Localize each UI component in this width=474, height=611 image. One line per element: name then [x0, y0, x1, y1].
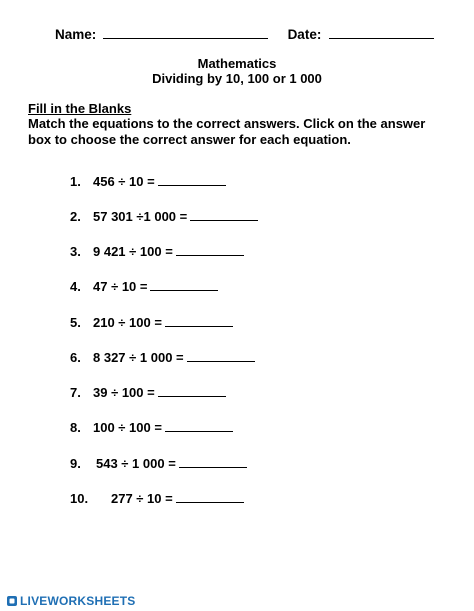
question-row	[70, 278, 218, 294]
question-expression: 9 421 ÷ 100 =	[93, 244, 173, 259]
question-number: 9.	[70, 456, 81, 471]
question-number: 6.	[70, 350, 81, 365]
question-expression: 39 ÷ 100 =	[93, 385, 155, 400]
name-blank	[103, 26, 268, 39]
question-expression: 210 ÷ 100 =	[93, 315, 162, 330]
question-expression: 456 ÷ 10 =	[93, 174, 155, 189]
answer-box[interactable]	[187, 349, 255, 362]
question-number: 3.	[70, 244, 81, 259]
question-number: 8.	[70, 420, 81, 435]
date-blank	[329, 26, 434, 39]
answer-box[interactable]	[165, 419, 233, 432]
question-row	[70, 314, 233, 330]
date-label: Date:	[287, 27, 322, 42]
question-expression: 57 301 ÷1 000 =	[93, 209, 188, 224]
question-expression: 277 ÷ 10 =	[111, 491, 173, 506]
liveworksheets-logo[interactable]	[6, 594, 135, 608]
question-expression: 47 ÷ 10 =	[93, 279, 148, 294]
name-label: Name:	[55, 27, 97, 42]
instructions-text: Match the equations to the correct answers. Click on the answer box to choose the correct answer for each equation.	[28, 116, 426, 147]
answer-box[interactable]	[190, 208, 258, 221]
question-row	[70, 384, 226, 400]
answer-box[interactable]	[158, 384, 226, 397]
question-expression: 100 ÷ 100 =	[93, 420, 162, 435]
question-number: 4.	[70, 279, 81, 294]
liveworksheets-logo-icon	[6, 595, 18, 607]
question-row	[70, 419, 233, 435]
topic-title: Dividing by 10, 100 or 1 000	[152, 71, 322, 86]
section-heading: Fill in the Blanks	[28, 101, 132, 116]
subject-title: Mathematics	[197, 56, 277, 71]
question-row	[70, 173, 226, 189]
question-row	[70, 490, 244, 506]
question-row	[70, 208, 258, 224]
question-expression: 543 ÷ 1 000 =	[96, 456, 176, 471]
answer-box[interactable]	[179, 455, 247, 468]
question-number: 7.	[70, 385, 81, 400]
question-number: 2.	[70, 209, 81, 224]
answer-box[interactable]	[176, 243, 244, 256]
question-number: 5.	[70, 315, 81, 330]
liveworksheets-brand-text: LIVEWORKSHEETS	[20, 594, 136, 608]
answer-box[interactable]	[158, 173, 226, 186]
answer-box[interactable]	[176, 490, 244, 503]
question-number: 1.	[70, 174, 81, 189]
question-row	[70, 455, 247, 471]
answer-box[interactable]	[165, 314, 233, 327]
answer-box[interactable]	[150, 278, 218, 291]
question-expression: 8 327 ÷ 1 000 =	[93, 350, 184, 365]
question-row	[70, 349, 255, 365]
question-number: 10.	[70, 491, 89, 506]
question-row	[70, 243, 244, 259]
header-row	[55, 26, 435, 44]
